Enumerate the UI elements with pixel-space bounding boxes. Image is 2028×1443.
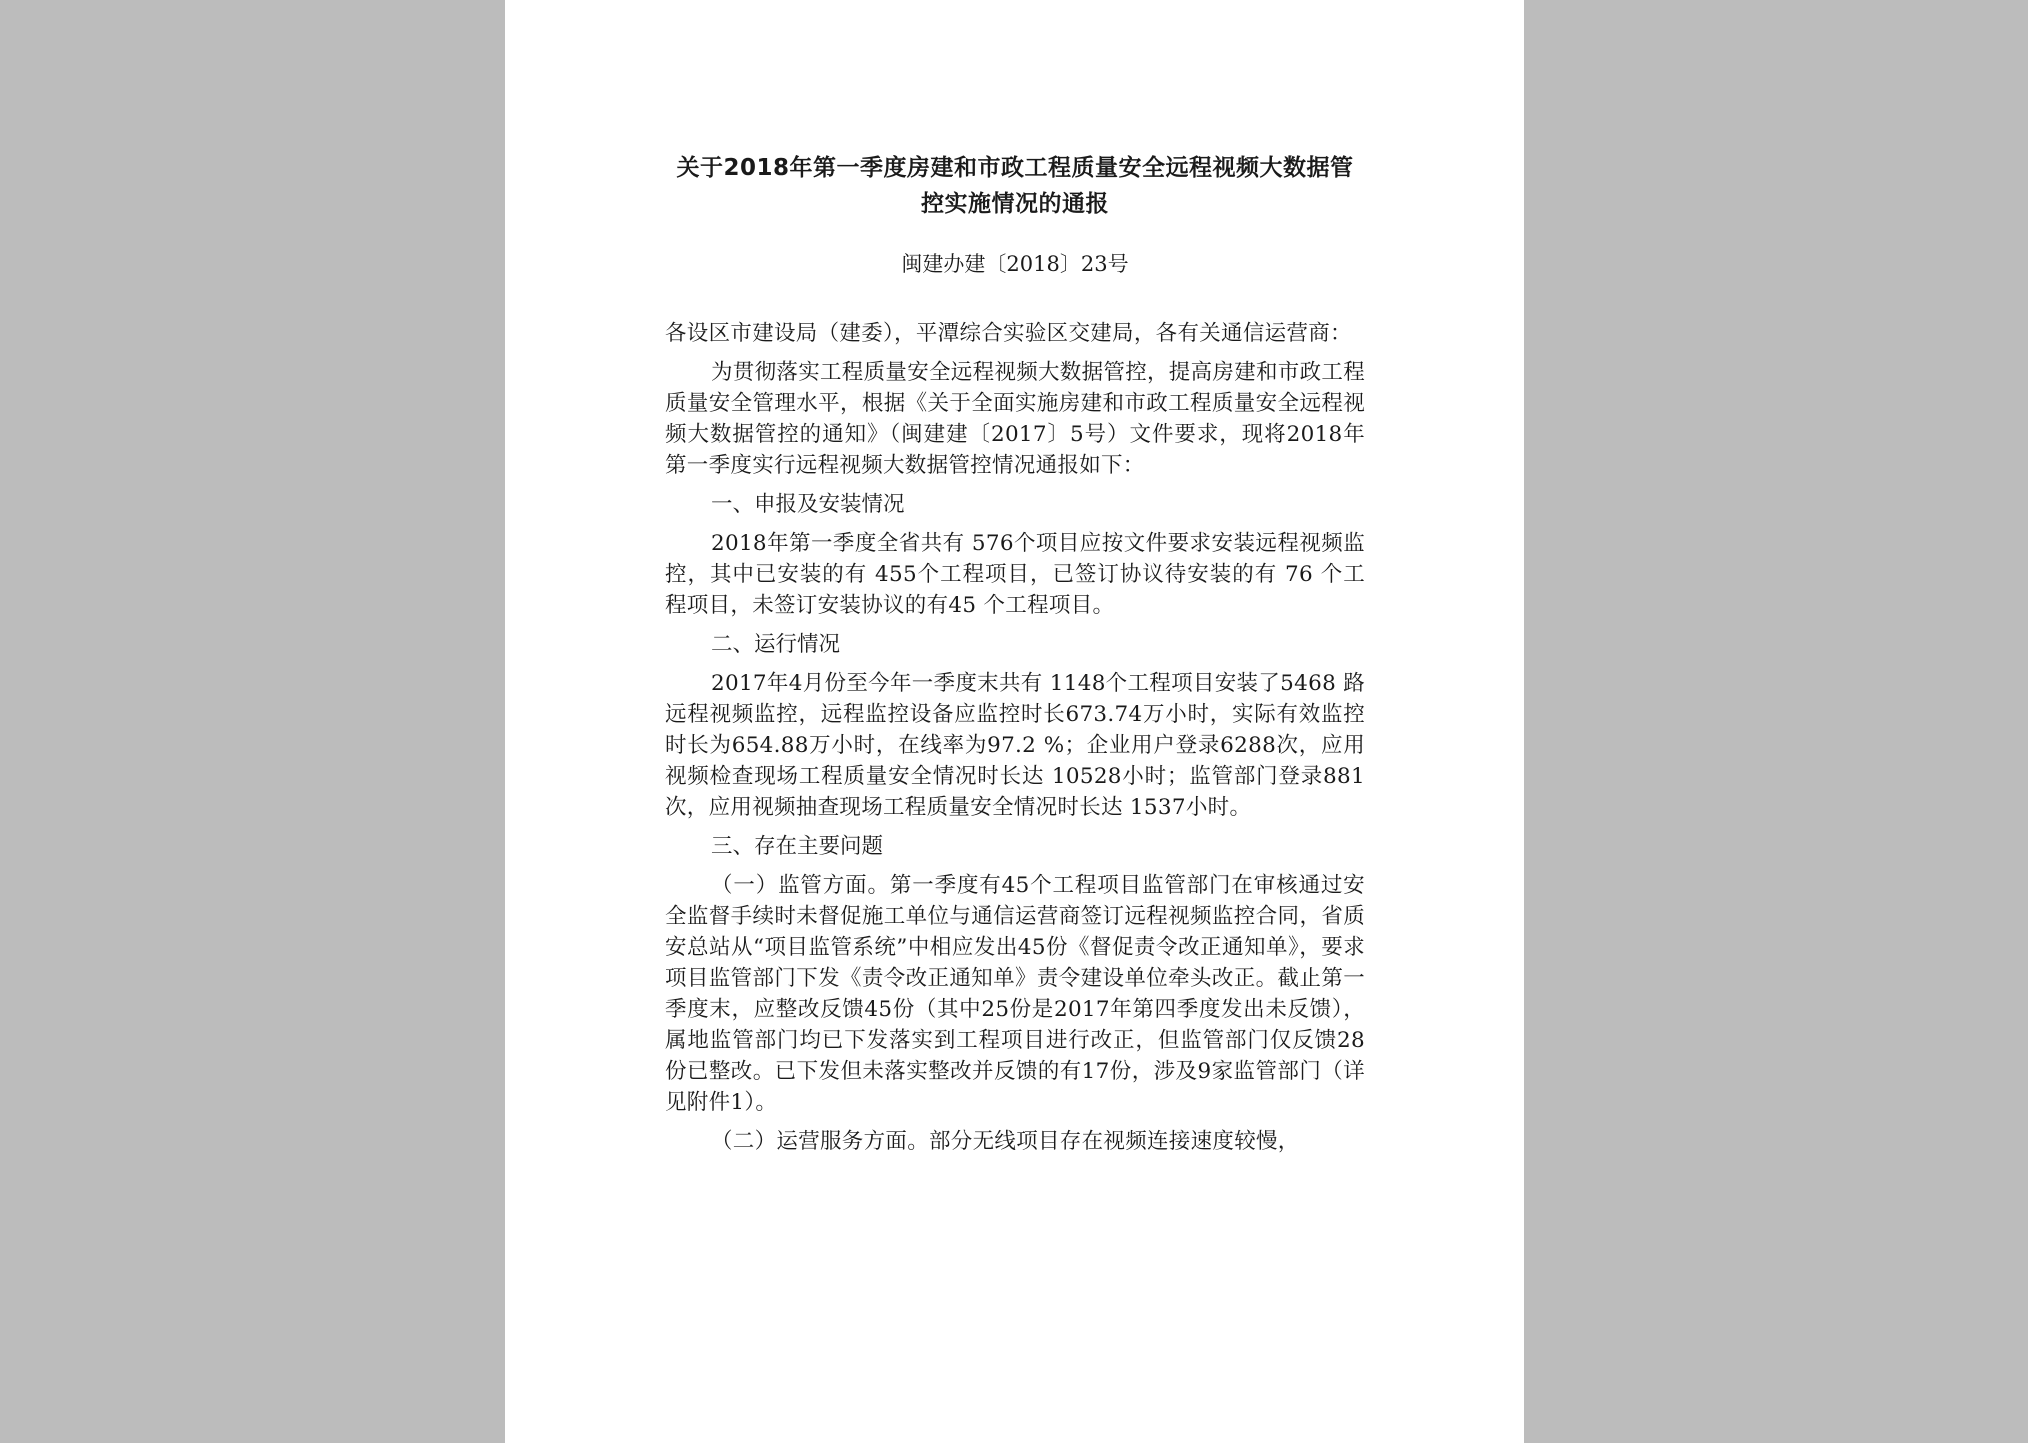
section-1-heading: 一、申报及安装情况 xyxy=(711,492,905,517)
section-3-item-2: （二）运营服务方面。部分无线项目存在视频连接速度较慢， xyxy=(711,1129,1300,1154)
section-3-item-1: （一）监管方面。第一季度有45个工程项目监管部门在审核通过安全监督手续时未督促施工单位与通信运营商签订远程视频监控合同，省质安总站从“项目监管系统”中相应发出45份《督促责令改正通知单》，要求项目监管部门下发《责令改正通知单》责令建设单位牵头改正。截止第一季度末，应整改反馈45份（其中25份是2017年第四季度发出未反馈），属地监管部门均已下发落实到工程项目进行改正，但监管部门仅反馈28份已整改。已下发但未落实整改并反馈的有17份，涉及9家监管部门（详见附件1）。 xyxy=(665,873,1365,1115)
section-1-body: 2018年第一季度全省共有 576个项目应按文件要求安装远程视频监控，其中已安装的有 455个工程项目，已签订协议待安装的有 76 个工程项目，未签订安装协议的有45 个工程项目。 xyxy=(665,531,1365,618)
page-content xyxy=(665,150,1365,1165)
document-page xyxy=(505,0,1524,1443)
section-2-heading: 二、运行情况 xyxy=(711,632,841,657)
document-title: 关于2018年第一季度房建和市政工程质量安全远程视频大数据管控实施情况的通报 xyxy=(676,155,1354,217)
intro-paragraph: 为贯彻落实工程质量安全远程视频大数据管控，提高房建和市政工程质量安全管理水平，根据《关于全面实施房建和市政工程质量安全远程视频大数据管控的通知》（闽建建〔2017〕5号）文件要求，现将2018年第一季度实行远程视频大数据管控情况通报如下： xyxy=(665,360,1366,478)
section-3-heading: 三、存在主要问题 xyxy=(711,834,884,859)
section-2-body: 2017年4月份至今年一季度末共有 1148个工程项目安装了5468 路远程视频监控，远程监控设备应监控时长673.74万小时，实际有效监控时长为654.88万小时，在线率为97.2 %；企业用户登录6288次，应用视频检查现场工程质量安全情况时长达 10528小时；监管部门登录881次，应用视频抽查现场工程质量安全情况时长达 1537小时。 xyxy=(665,671,1365,820)
document-number: 闽建办建〔2018〕23号 xyxy=(901,252,1129,276)
salutation: 各设区市建设局（建委），平潭综合实验区交建局，各有关通信运营商： xyxy=(665,321,1352,346)
